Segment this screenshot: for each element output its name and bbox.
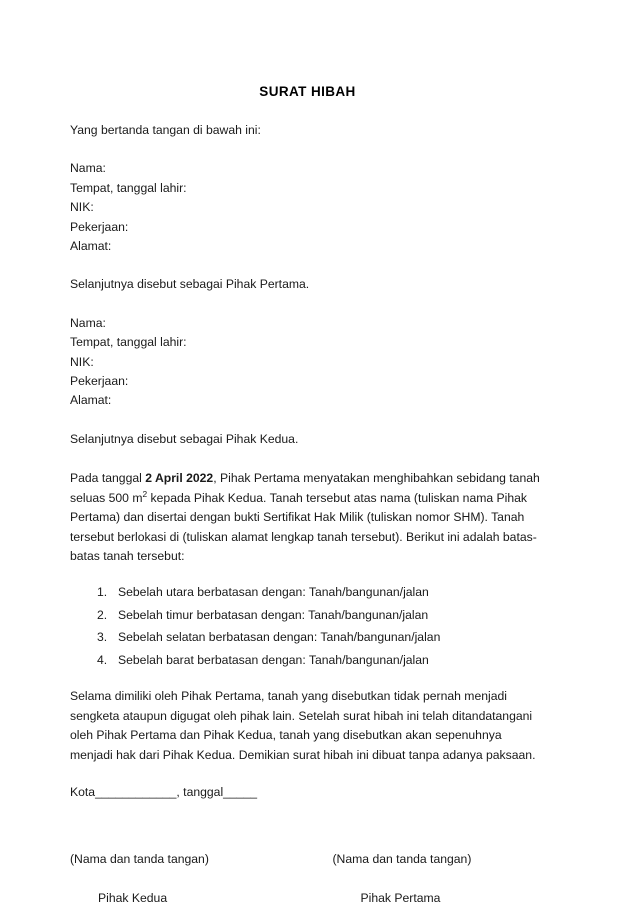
signature-block (70, 802, 545, 908)
field-label-tempat-tanggal-lahir: Tempat, tanggal lahir: (70, 180, 187, 195)
party-two-identity-block (70, 295, 545, 411)
list-item: Sebelah timur berbatasan dengan: Tanah/bangunan/jalan (118, 607, 429, 622)
field-label-nama: Nama: (70, 161, 106, 176)
list-item: Sebelah selatan berbatasan dengan: Tanah/bangunan/jalan (118, 630, 441, 645)
field-label-nik: NIK: (70, 354, 94, 369)
field-label-pekerjaan: Pekerjaan: (70, 219, 129, 234)
signature-column-left (70, 850, 308, 908)
page-title: SURAT HIBAH (259, 84, 356, 99)
party-two-designation: Selanjutnya disebut sebagai Pihak Kedua. (70, 431, 299, 446)
list-item: Sebelah barat berbatasan dengan: Tanah/bangunan/jalan (118, 652, 429, 667)
field-label-tempat-tanggal-lahir: Tempat, tanggal lahir: (70, 335, 187, 350)
list-item: Sebelah utara berbatasan dengan: Tanah/bangunan/jalan (118, 585, 429, 600)
body-suffix-part2: kepada Pihak Kedua. Tanah tersebut atas nama (tuliskan nama Pihak Pertama) dan disertai dengan bukti Sertifikat Hak Milik (tuliskan nomor SHM). Tanah tersebut berlokasi di (tuliskan alamat lengkap tanah tersebut). Berikut ini adalah batas-batas tanah tersebut: (70, 490, 537, 563)
boundaries-list (70, 566, 545, 671)
field-label-nama: Nama: (70, 315, 106, 330)
signature-label: (Nama dan tanda tangan) (332, 852, 472, 867)
intro-line: Yang bertanda tangan di bawah ini: (70, 123, 261, 137)
field-label-alamat: Alamat: (70, 239, 112, 254)
closing-paragraph: Selama dimiliki oleh Pihak Pertama, tanah yang disebutkan tidak pernah menjadi sengketa ataupun digugat oleh pihak lain. Setelah surat hibah ini telah ditandatangani oleh Pihak Pertama dan Pihak Kedua, tanah yang disebutkan akan sepenuhnya menjadi hak dari Pihak Kedua. Demikian surat hibah ini dibuat tanpa adanya paksaan. (70, 689, 536, 762)
grant-date: 2 April 2022 (145, 471, 214, 486)
area-unit-superscript: 2 (142, 488, 148, 499)
field-label-pekerjaan: Pekerjaan: (70, 374, 129, 389)
signature-label: (Nama dan tanda tangan) (70, 852, 209, 867)
place-date-line: Kota____________, tanggal_____ (70, 784, 258, 799)
field-label-alamat: Alamat: (70, 393, 112, 408)
signature-role: Pihak Pertama (360, 890, 441, 905)
field-label-nik: NIK: (70, 200, 94, 215)
signature-role: Pihak Kedua (98, 890, 168, 905)
party-one-identity-block (70, 140, 545, 256)
body-paragraph (70, 449, 545, 566)
body-suffix-part1: , Pihak Pertama menyatakan menghibahkan sebidang tanah seluas 500 m (70, 471, 540, 505)
party-one-designation: Selanjutnya disebut sebagai Pihak Pertama. (70, 277, 310, 292)
body-prefix: Pada tanggal (70, 471, 146, 486)
signature-column-right (308, 850, 546, 908)
